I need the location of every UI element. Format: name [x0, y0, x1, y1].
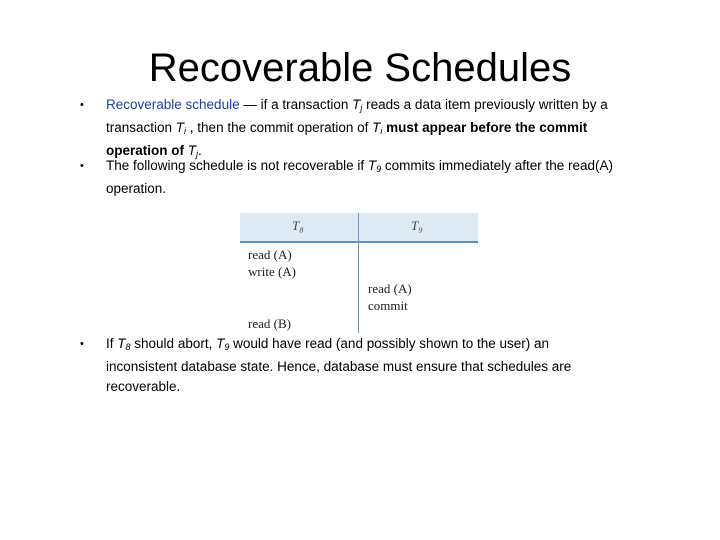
- t8-op-read-b: read (B): [248, 316, 291, 331]
- bullet-text-part: should abort,: [130, 336, 217, 351]
- var-t: T: [216, 336, 225, 351]
- schedule-header: [240, 213, 478, 243]
- bullet-dot-icon: •: [80, 160, 84, 172]
- var-t: T: [175, 120, 185, 135]
- bullet-dot-icon: •: [80, 338, 84, 350]
- schedule-table: [240, 213, 478, 333]
- bullet-text-part: , then the commit operation of: [186, 120, 373, 135]
- bullet-text: [106, 95, 620, 164]
- bullet-text: [106, 334, 620, 397]
- bullet-text-part: — if a transaction: [239, 97, 353, 112]
- bullet-text-part: would have read (and possibly shown to the user) an inconsistent database state. Hence, database must ensure that schedules are recoverable.: [106, 336, 572, 394]
- var-sub: 8: [125, 342, 131, 352]
- var-sub: i: [380, 126, 383, 136]
- var-t: T: [187, 143, 196, 158]
- var-t: T: [372, 120, 381, 135]
- bullet-text-part: If: [106, 336, 118, 351]
- bullet-text-part: must appear before the commit operation of: [106, 120, 588, 158]
- var-sub: j: [360, 103, 363, 113]
- bullet-text: [106, 156, 620, 199]
- var-sub: 9: [376, 164, 382, 174]
- bullet-text-part: reads a data item previously written by a transaction: [106, 97, 608, 135]
- t8-op-write-a: write (A): [248, 264, 297, 279]
- var-t: T: [117, 336, 126, 351]
- t9-op-commit: commit: [368, 298, 408, 313]
- var-sub: 9: [224, 342, 230, 352]
- term-recoverable-schedule: Recoverable schedule: [106, 97, 240, 112]
- var-sub: j: [196, 149, 198, 159]
- bullet-dot-icon: •: [80, 99, 84, 111]
- var-t: T: [367, 158, 377, 173]
- column-header-t9: T₉: [411, 218, 423, 233]
- var-t: T: [352, 97, 361, 112]
- column-header-t8: T₈: [292, 218, 304, 233]
- bullet-text-part: The following schedule is not recoverable if: [106, 158, 368, 173]
- t8-op-read-a: read (A): [248, 247, 292, 262]
- slide-title: Recoverable Schedules: [148, 46, 572, 90]
- var-sub: i: [184, 126, 187, 136]
- bullet-text-part: commits immediately after the read(A) operation.: [106, 158, 613, 196]
- bullet-text-part: .: [198, 143, 202, 158]
- column-divider: [358, 213, 359, 333]
- t9-op-read-a: read (A): [368, 281, 412, 296]
